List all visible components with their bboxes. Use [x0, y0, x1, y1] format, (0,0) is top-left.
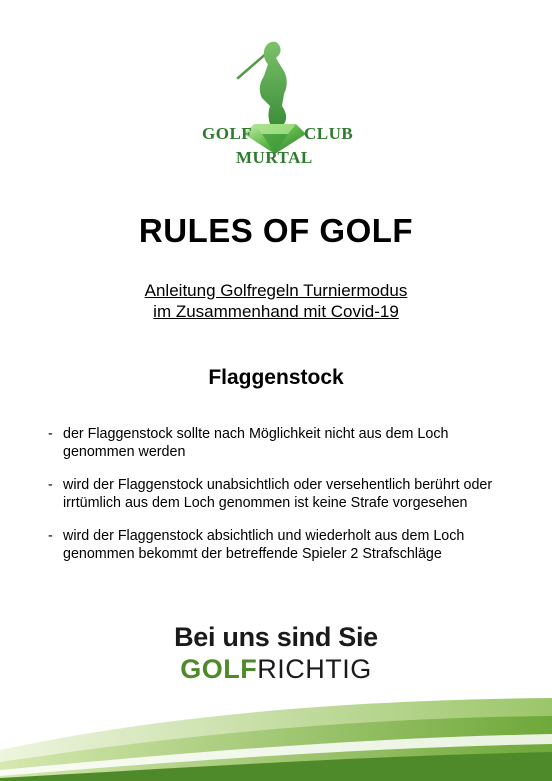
decorative-wave-icon [0, 690, 552, 781]
list-item [48, 476, 518, 512]
claim-line-1: Bei uns sind Sie [174, 622, 378, 652]
list-item [48, 527, 518, 563]
rule-text: wird der Flaggenstock unabsichtlich oder versehentlich berührt oder irrtümlich aus dem Loch genommen ist keine Strafe vorgesehen [63, 477, 493, 511]
claim-line-2 [0, 654, 552, 685]
logo-word-club: CLUB [304, 124, 354, 143]
logo-word-murtal: MURTAL [236, 148, 313, 167]
rule-text: wird der Flaggenstock absichtlich und wiederholt aus dem Loch genommen bekommt der betreffende Spieler 2 Strafschläge [63, 528, 465, 562]
page-title: RULES OF GOLF [138, 212, 414, 249]
claim-golf: GOLF [180, 654, 258, 684]
rule-text: der Flaggenstock sollte nach Möglichkeit nicht aus dem Loch genommen werden [63, 426, 449, 460]
subtitle [0, 280, 552, 322]
bullet-dash: - [48, 528, 53, 544]
rules-list [48, 425, 518, 578]
golf-club-logo [196, 38, 356, 173]
section-title: Flaggenstock [208, 366, 344, 389]
subtitle-line-2: im Zusammenhand mit Covid-19 [153, 302, 399, 321]
claim-richtig: RICHTIG [257, 654, 372, 684]
bullet-dash: - [48, 426, 53, 442]
list-item [48, 425, 518, 461]
logo-word-golf: GOLF [202, 124, 253, 143]
subtitle-line-1: Anleitung Golfregeln Turniermodus [144, 281, 408, 300]
bullet-dash: - [48, 477, 53, 493]
